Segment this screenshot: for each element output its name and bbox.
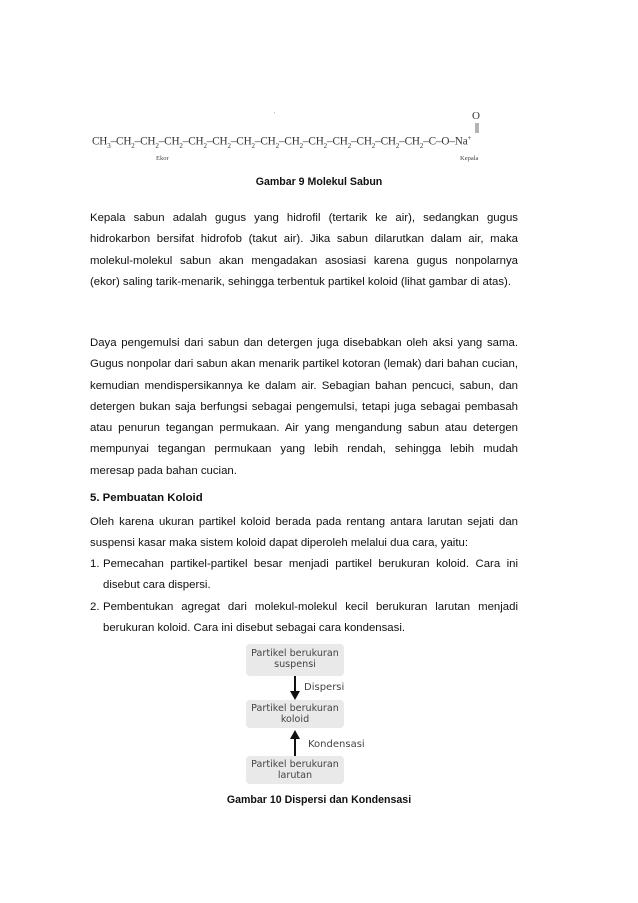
section-intro: Oleh karena ukuran partikel koloid berada pada rentang antara larutan sejati dan suspensi kasar maka sistem koloid dapat diperoleh melalui dua cara, yaitu: — [90, 516, 518, 550]
paragraph-soap-head: Kepala sabun adalah gugus yang hidrofil (tertarik ke air), sedangkan gugus hidrokarbon bersifat hidrofob (takut air). Jika sabun dilarutkan dalam air, maka molekul-molekul sabun akan mengadakan asosiasi karena gugus nonpolarnya (ekor) saling tarik-menarik, sehingga terbentuk partikel koloid (lihat gambar di atas). — [90, 212, 518, 288]
figure-10-caption: Gambar 10 Dispersi dan Kondensasi — [226, 794, 412, 806]
figure-9-caption: Gambar 9 Molekul Sabun — [255, 176, 383, 188]
box-line: larutan — [277, 770, 313, 781]
hydrocarbon-chain — [92, 134, 471, 150]
dispersion-label: Dispersi — [304, 682, 345, 693]
box-line: Partikel berukuran — [251, 759, 339, 770]
list-item — [90, 554, 518, 597]
chain-group: –CH — [327, 135, 348, 148]
box-line: Partikel berukuran — [251, 648, 339, 659]
atom-count-subscript: 2 — [251, 141, 255, 150]
chain-group: –C–O–Na — [423, 135, 468, 148]
section-heading: 5. Pembuatan Koloid — [90, 492, 203, 504]
chain-group: CH — [92, 135, 108, 148]
atom-count-subscript: 2 — [131, 141, 135, 150]
atom-count-subscript: 2 — [227, 141, 231, 150]
arrow-down-icon — [290, 676, 300, 700]
atom-count-subscript: 2 — [179, 141, 183, 150]
chain-group: –CH — [230, 135, 252, 148]
chain-group: –CH — [134, 135, 156, 148]
list-item-text: Pembentukan agregat dari molekul-molekul kecil berukuran larutan menjadi berukuran koloid. Cara ini disebut sebagai cara kondensasi. — [103, 600, 518, 634]
chain-group: –CH — [206, 135, 228, 148]
double-bond-icon — [474, 123, 480, 133]
atom-count-subscript: 2 — [203, 141, 207, 150]
list-item-text: Pemecahan partikel-partikel besar menjadi partikel berukuran koloid. Cara ini disebut cara dispersi. — [103, 558, 518, 592]
atom-count-subscript: 2 — [299, 141, 303, 150]
method-list — [90, 554, 518, 639]
list-number: 2. — [90, 600, 100, 613]
condensation-label: Kondensasi — [308, 739, 365, 750]
box-solution-particles — [246, 756, 344, 784]
box-line: koloid — [280, 714, 310, 725]
atom-count-subscript: 2 — [275, 141, 279, 150]
list-item — [90, 597, 518, 640]
head-label: Kepala — [460, 155, 479, 162]
atom-count-subscript: 2 — [323, 141, 328, 150]
chain-group: –CH — [110, 135, 132, 148]
atom-count-subscript: 2 — [419, 141, 424, 150]
soap-molecule-figure — [92, 110, 528, 168]
chain-group: –CH — [278, 135, 300, 148]
arrow-up-icon — [290, 730, 300, 756]
chain-group: –CH — [302, 135, 324, 148]
charge-superscript: + — [467, 134, 472, 142]
box-suspension-particles — [246, 644, 344, 676]
chain-group: –CH — [351, 135, 372, 148]
paragraph-emulsifier: Daya pengemulsi dari sabun dan detergen juga disebabkan oleh aksi yang sama. Gugus nonpolar dari sabun akan menarik partikel kotoran (lemak) dari bahan cucian, kemudian mendispersikannya ke dalam air. Sebagian bahan pencuci, sabun, dan detergen bukan saja berfungsi sebagai pengemulsi, tetapi juga sebagai pembasah atau penurun tegangan permukaan. Air yang mengandung sabun atau detergen mempunyai tegangan permukaan yang lebih rendah, sehingga lebih mudah meresap pada bahan cucian. — [90, 337, 518, 477]
box-line: suspensi — [274, 659, 316, 670]
chain-group: –CH — [182, 135, 204, 148]
dispersion-condensation-diagram — [220, 640, 420, 788]
atom-count-subscript: 2 — [371, 141, 376, 150]
atom-count-subscript: 2 — [395, 141, 400, 150]
carbonyl-oxygen: O — [472, 110, 480, 122]
atom-count-subscript: 2 — [155, 141, 159, 150]
chain-group: –CH — [375, 135, 396, 148]
chain-group: –CH — [254, 135, 276, 148]
tail-label: Ekor — [156, 155, 169, 162]
box-colloid-particles — [246, 700, 344, 728]
chain-group: –CH — [158, 135, 180, 148]
list-number: 1. — [90, 558, 100, 570]
chain-group: –CH — [399, 135, 420, 148]
atom-count-subscript: 2 — [347, 141, 352, 150]
tick-mark: ' — [274, 112, 276, 118]
box-line: Partikel berukuran — [251, 703, 339, 714]
atom-count-subscript: 3 — [107, 141, 111, 150]
